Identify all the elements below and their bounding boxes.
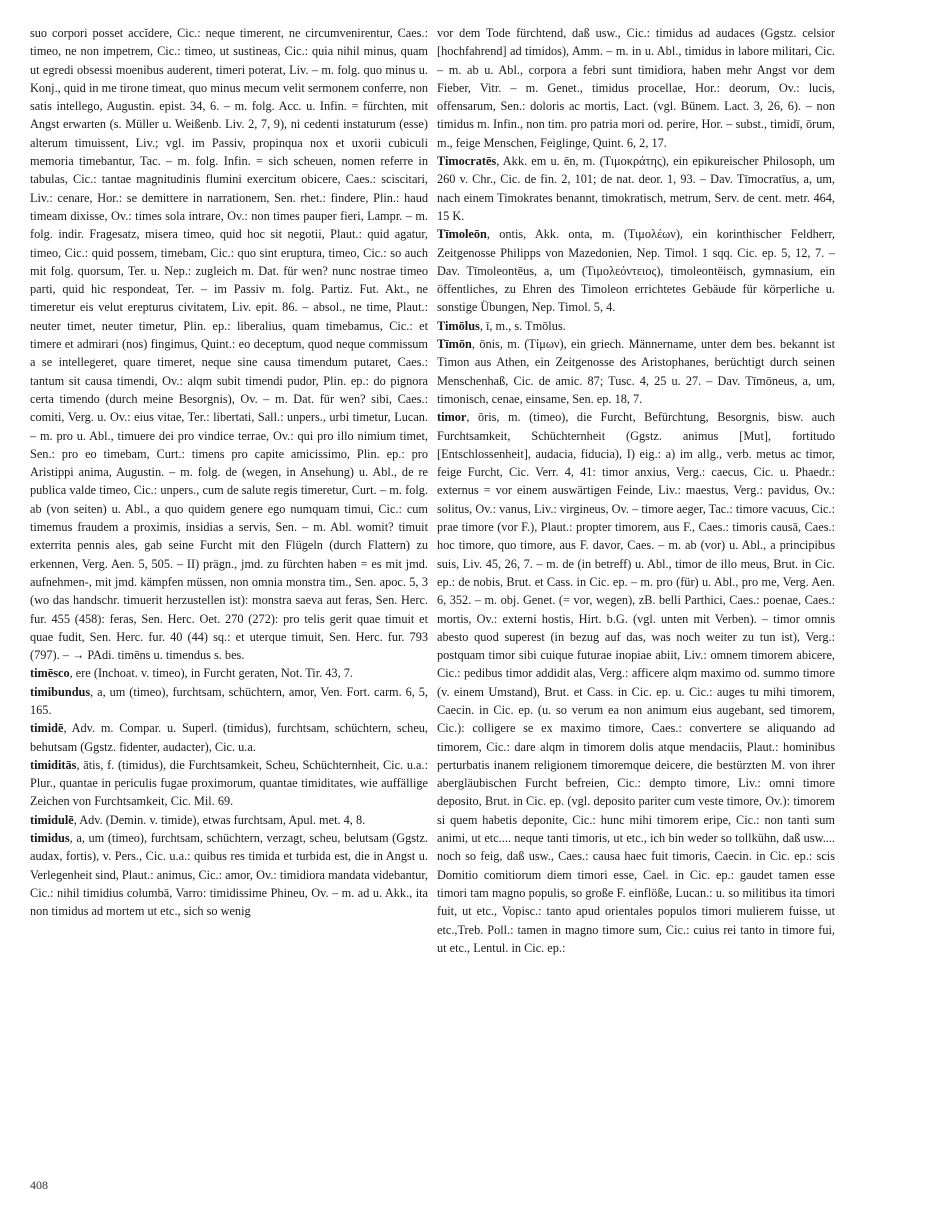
entry-lemma: timidē [30, 721, 64, 736]
dictionary-entry [30, 719, 428, 756]
entry-text: , ī, m., s. Tmōlus. [479, 318, 566, 333]
entry-text: , ontis, Akk. onta, m. (Τιμολέων), ein korinthischer Feldherr, Zeitgenosse Philipps von Mazedonien, Nep. Timol. 1 sqq. Cic. ep. 5, 12, 7. – Dav. Tīmoleontēus, a, um (Τιμολεόντειος), timoleontëisch, gymnasium, ein öffentliches, zu Ehren des Timoleon errichtetes Gebäude für körperliche u. sonstige Übungen, Nep. Timol. 5, 4. [437, 227, 835, 315]
dictionary-entry [437, 335, 835, 408]
entry-lemma: timor [437, 410, 467, 425]
entry-text: , Adv. (Demin. v. timide), etwas furchtsam, Apul. met. 4, 8. [73, 812, 366, 827]
entry-text: , ātis, f. (timidus), die Furchtsamkeit, Scheu, Schüchternheit, Cic. u.a.: Plur., quantae in periculis fugae proximorum, quantae timiditates, wie auffällige Zeichen von Furchtsamkeit, Cic. Mil. 69. [30, 757, 428, 809]
dictionary-entry [437, 225, 835, 316]
entry-lemma: Timōlus [437, 318, 480, 333]
entry-lemma: timidus [30, 831, 70, 846]
entry-lemma: timēsco [30, 666, 70, 681]
entry-lemma: Timocratēs [437, 154, 497, 169]
dictionary-entry [437, 408, 835, 957]
entry-continuation: suo corpori posset accĭdere, Cic.: neque timerent, ne circumvenirentur, Caes.: timeo, ne non impetrem, Cic.: timeo, ut sustineas, Cic.: quia nihil minus, quam ut egredi obsessi moenibus auderent, timeri poterat, Liv. – m. folg. quo minus u. Konj., quid in me tirone timeat, quo minus mecum velit sermonem conferre, non satis intellego, Augustin. epist. 34, 6. – m. folg. Acc. u. Infin. = fürchten, mit Angst erwarten (s. Müller u. Weißenb. Liv. 2, 7, 9), ni cedenti instaturum (esse) alterum timuissent, Liv.; vgl. im Passiv, propinqua nox et uxorii cubiculi memoria timebantur, Tac. – m. folg. Infin. = sich scheuen, nomen referre in tabulas, Cic.: tantae magnitudinis flumini exercitum obicere, Caes.: sciscitari, Liv.: cenare, Hor.: se demittere in narrationem, Sen. rhet.: findere, Plin.: haud timeam dixisse, Ov.: times sola intrare, Ov.: non times pauper fieri, Lampr. – m. folg. indir. Fragesatz, misera timeo, quid hoc sit negotii, Plaut.: quid agatur, timeo, Cic.: quid possem, timebam, Cic.: quo sint eruptura, timeo, Cic.: so auch mit folg. quorsum, Ter. u. Nep.: zugleich m. Dat. für wen? nunc nostrae timeo parti, quid hic respondeat, Ter. – im Passiv m. folg. Partiz. Fut. Akt., ne timeretur eis velut erepturus civitatem, Liv. epit. 86. – absol., ne time, Plaut.: neuter timet, neuter timetur, Plin. ep.: liberalius, quam timebamus, Cic.: et timere et admirari (nos) fingimus, Quint.: eo deceptum, quod neque commissum a se intellegeret, quare timeret, neque sine causa timendum putaret, Caes.: tantum sit causa timendi, Ov.: alqm subit timendi pudor, Plin. ep.: do pignora certa timendo (durch meine Besorgnis), Ov. – m. Dat. für wen? sibi, Caes.: comiti, Verg. u. Ov.: eius vitae, Ter.: libertati, Sall.: unpers., urbi timetur, Lucan. – m. pro u. Abl., timuere dei pro vindice terrae, Ov.: qui pro illo nimium timet, Sen.: pro eo timebam, Curt.: timens pro capite amicissimo, Plin. ep.: pro Aristippi anima, Augustin. – m. folg. de (wegen, in Ansehung) u. Abl., de re publica valde timeo, Cic.: unpers., cum de salute regis timeretur, Curt. – m. folg. ab (von seiten) u. Abl., a quo quidem genere ego numquam timui, Cic.: cum timemus fraudem a proximis, insidias a servis, Sen. – m. Abl. womit? timuit exterrita pennis ales, gab seine Furcht mit den Flügeln (durch Flattern) zu erkennen, Verg. Aen. 5, 505. – II) prägn., jmd. zu fürchten haben = es mit jmd. aufnehmen-, mit jmd. kämpfen müssen, non omnia monstra tim., Sen. apoc. 5, 3 (wo das handschr. timuerit herzustellen ist): monstra saeva aut feras, Sen. Herc. fur. 455 (458): feras, Sen. Herc. Oet. 270 (272): pro telis gerit quae timuit et quae fudit, Sen. Herc. fur. 40 (44) sq.: et uterque timuit, Sen. Herc. fur. 793 (797). – → PAdi. timēns u. timendus s. bes. [30, 26, 428, 663]
dictionary-entry [30, 664, 428, 682]
entry-text: , Akk. em u. ēn, m. (Τιμοκράτης), ein epikureischer Philosoph, um 260 v. Chr., Cic. de fin. 2, 101; de nat. deor. 1, 93. – Dav. Tīmocratīus, a, um, nach einem Timokrates benannt, timokratisch, metrum, Serv. de cent. metr. 464, 15 K. [437, 154, 835, 223]
left-column [30, 24, 428, 921]
page-number: 408 [30, 1178, 48, 1192]
dictionary-entry [30, 811, 428, 829]
entry-lemma: timibundus [30, 684, 91, 699]
entry-text: , Adv. m. Compar. u. Superl. (timidus), furchtsam, schüchtern, scheu, behutsam (Ggstz. fidenter, audacter), Cic. u.a. [30, 721, 428, 754]
dictionary-entry [437, 317, 835, 335]
dictionary-entry [437, 152, 835, 225]
entry-lemma: Tīmōn [437, 337, 472, 352]
dictionary-entry [30, 683, 428, 720]
entry-continuation: vor dem Tode fürchtend, daß usw., Cic.: timidus ad audaces (Ggstz. celsior [hochfahrend] ad timidos), Amm. – m. in u. Abl., timidus in labore militari, Cic. – m. ab u. Abl., corpora a febri sunt timidiora, haben mehr Angst vor dem Fieber, Vitr. – m. Genet., timidus procellae, Hor.: deorum, Ov.: lucis, offensarum, Sen.: doloris ac mortis, Lact. (vgl. Bünem. Lact. 3, 26, 6). – non timidus m. Infin., non tim. pro patria mori od. perire, Hor. – subst., timidī, ōrum, m., feige Menschen, Feiglinge, Quint. 6, 2, 17. [437, 26, 835, 150]
entry-text: , ōris, m. (timeo), die Furcht, Befürchtung, Besorgnis, bisw. auch Furchtsamkeit, Schüchternheit (Ggstz. animus [Mut], fortitudo [Entschlossenheit], audacia, fiducia), I) eig.: a) im allg., verb. metus ac timor, feige Furcht, Cic. Verr. 4, 41: timor anxius, Verg.: caecus, Cic. u. Phaedr.: externus = vor einem auswärtigen Feinde, Liv.: maestus, Verg.: pavidus, Ov.: solitus, Ov.: vanus, Liv.: virgineus, Ov. – timore aeger, Tac.: timore vacuus, Cic.: prae timore (vor F.), Plaut.: propter timorem, aus F., Caes.: timoris causā, Caes.: hoc timore, quo timore, aus F. davor, Caes. – m. ab (vor) u. Abl., a principibus suis, Liv. 45, 26, 7. – m. de (in betreff) u. Abl., timor de illo meus, Brut. in Cic. ep.: de nobis, Brut. et Cass. in Cic. ep. – m. pro (für) u. Abl., pro me, Verg. Aen. 6, 352. – m. obj. Genet. (= vor, wegen), zB. belli Parthici, Caes.: poenae, Caes.: mortis, Ov.: externi hostis, Hirt. b.G. (vgl. unten mit Verben). – timor omnis abesto quod superest (in bezug auf das, was noch weiter zu tun ist), Verg.: postquam timor sibi cuique futurae inopiae abiit, Liv.: omnem timorem abicere, Cic.: pedibus timor addidit alas, Verg.: afficere alqm maximo od. summo timore (v. einem Umstand), Brut. et Cass. in Cic. ep. u. Cic.: auges tu mihi timorem, Caecin. in Cic. ep. (u. so verum ea non animum eius augebant, sed timorem, Cic.): colligere se ex maximo timore, Caes.: convertere se aliquando ad timorem, Cic.: dare alqm in timorem dolis atque mendaciis, Plaut.: hominibus perturbatis inanem religionem timoremque deicere, die bestürzten M. von ihrer abergläubischen Furcht befreien, Cic.: dempto timore, Liv.: omni timore deposito, Brut. in Cic. ep. (vgl. deposito pariter cum veste timore, Ov.): timorem si quem habetis deponite, Cic.: hunc mihi timorem eripe, Cic.: non tanti sum animi, ut etc.... neque tanti timoris, ut etc., ich bin weder so tollkühn, daß usw.... noch so feig, daß usw., Caes.: causa haec fuit timoris, Caecin. in Cic. ep.: scis Domitio comitiorum diem timori esse, Cael. in Cic. ep.: gaudet tamen esse timori tam magno populis, so große F. einflöße, Lucan.: u. so militibus ita timori fuit, ut etc., Vopisc.: tanto apud orientales populos timori mulierem fuisse, ut etc.,Treb. Poll.: tamen in magno timore sum, Cic.: cuius rei tanto in timore fui, ut etc., Lentul. in Cic. ep.: [437, 410, 835, 955]
entry-text: , ere (Inchoat. v. timeo), in Furcht geraten, Not. Tir. 43, 7. [69, 666, 353, 681]
entry-text: , a, um (timeo), furchtsam, schüchtern, amor, Ven. Fort. carm. 6, 5, 165. [30, 684, 428, 717]
entry-text: , ōnis, m. (Τίμων), ein griech. Männername, unter dem bes. bekannt ist Timon aus Athen, ein Zeitgenosse des Aristophanes, berüchtigt durch seinen Menschenhaß, Cic. de amic. 87; Tusc. 4, 25 u. 27. – Dav. Tīmōneus, a, um, timonisch, cenae, einsame, Sen. ep. 18, 7. [437, 337, 835, 406]
entry-lemma: timiditās [30, 757, 77, 772]
dictionary-entry [30, 829, 428, 920]
entry-lemma: Tīmoleōn [437, 227, 487, 242]
entry-lemma: timidulē [30, 812, 74, 827]
right-column [437, 24, 835, 957]
dictionary-entry [30, 756, 428, 811]
entry-text: , a, um (timeo), furchtsam, schüchtern, verzagt, scheu, belutsam (Ggstz. audax, fortis), v. Pers., Cic. u.a.: quibus res timida et turbida est, die in Angst u. Verlegenheit sind, Plaut.: animus, Cic.: amor, Ov.: timidiora mandata videbantur, Cic.: nihil timidius columbā, Varro: timidissime Phineu, Ov. – m. ad u. Akk., ita non timidus ad mortem ut etc., sich so wenig [30, 831, 428, 919]
